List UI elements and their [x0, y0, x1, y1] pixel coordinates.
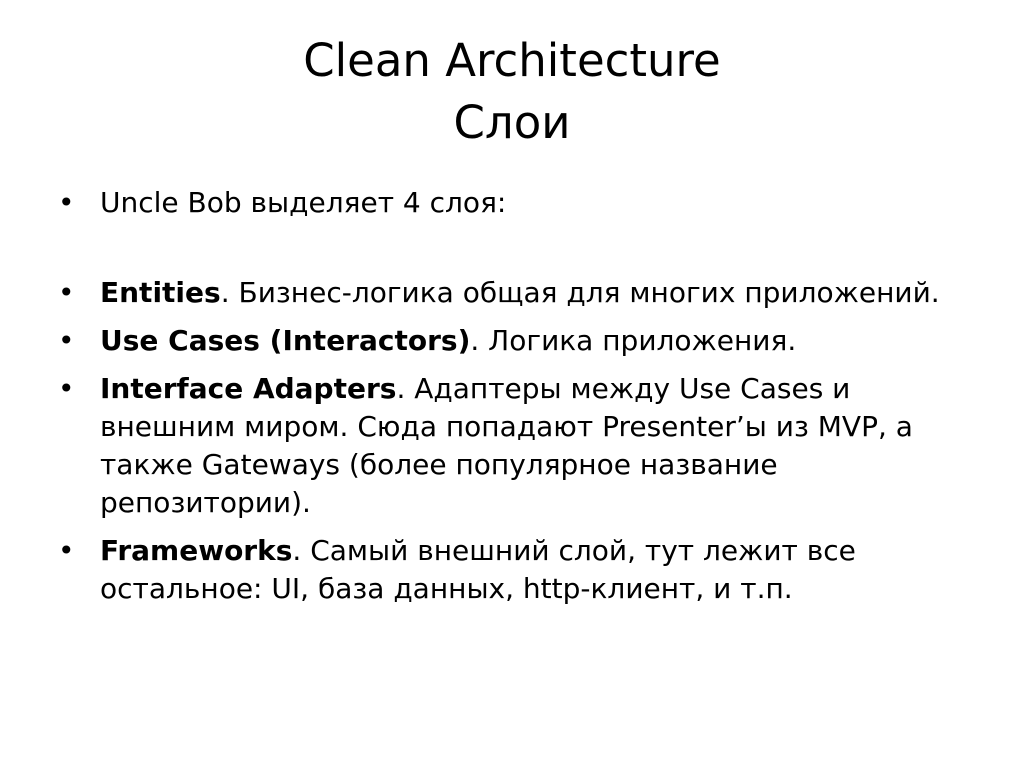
list-item: [58, 322, 978, 360]
bullet-icon: •: [58, 372, 75, 405]
list-item: [58, 532, 978, 608]
item-term: Frameworks: [100, 534, 293, 567]
list-item: [58, 184, 978, 222]
item-text: . Бизнес-логика общая для многих приложений.: [220, 276, 940, 309]
bullet-list: [58, 184, 978, 608]
slide-title-line-1: Clean Architecture: [303, 34, 721, 87]
item-text: . Самый внешний слой, тут лежит все остальное: UI, база данных, http-клиент, и т.п.: [100, 534, 856, 605]
item-term: Interface Adapters: [100, 372, 397, 405]
slide-title: [0, 30, 1024, 154]
list-item: [58, 370, 978, 522]
bullet-icon: •: [58, 276, 75, 309]
slide-title-line-2: Слои: [453, 96, 571, 149]
bullet-icon: •: [58, 186, 75, 219]
item-text: Uncle Bob выделяет 4 слоя:: [100, 186, 507, 219]
bullet-icon: •: [58, 324, 75, 357]
item-text: . Адаптеры между Use Cases и внешним миром. Сюда попадают Presenter’ы из MVP, а также Gateways (более популярное название репозитории).: [100, 372, 913, 519]
item-term: Entities: [100, 276, 221, 309]
list-item: [58, 274, 978, 312]
item-text: . Логика приложения.: [470, 324, 797, 357]
item-term: Use Cases (Interactors): [100, 324, 471, 357]
bullet-icon: •: [58, 534, 75, 567]
